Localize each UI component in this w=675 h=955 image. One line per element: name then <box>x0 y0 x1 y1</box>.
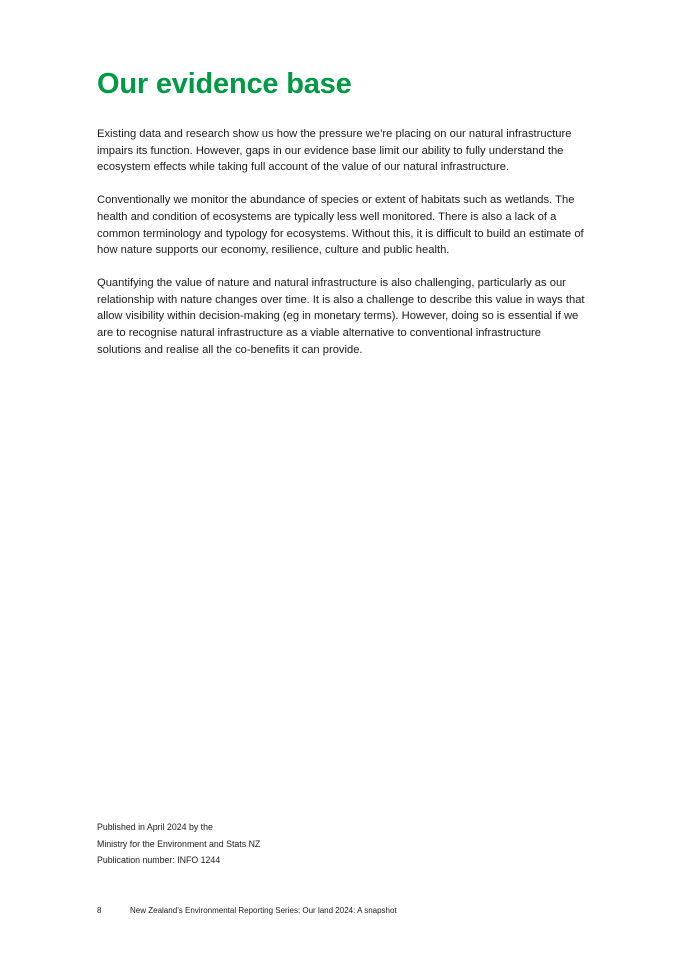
imprint-publisher-line: Ministry for the Environment and Stats NZ <box>97 838 261 849</box>
body-text <box>97 126 585 374</box>
imprint-published-line: Published in April 2024 by the <box>97 822 213 832</box>
page-number: 8 <box>97 906 102 915</box>
series-title: New Zealand’s Environmental Reporting Series: Our land 2024: A snapshot <box>130 906 397 915</box>
paragraph-2: Conventionally we monitor the abundance of species or extent of habitats such as wetlands. The health and condition of ecosystems are typically less well monitored. There is also a lack of a common terminology and typology for ecosystems. Without this, it is difficult to build an estimate of how nature supports our economy, resilience, culture and public health. <box>97 194 584 257</box>
publication-imprint <box>97 819 397 869</box>
paragraph-1: Existing data and research show us how the pressure we’re placing on our natural infrastructure impairs its function. However, gaps in our evidence base limit our ability to fully understand the ecosystem effects while taking full account of the value of our natural infrastructure. <box>97 128 572 174</box>
paragraph-3: Quantifying the value of nature and natural infrastructure is also challenging, particularly as our relationship with nature changes over time. It is also a challenge to describe this value in ways that allow visibility within decision-making (eg in monetary terms). However, doing so is essential if we are to recognise natural infrastructure as a viable alternative to conventional infrastructure solutions and realise all the co-benefits it can provide. <box>97 276 585 356</box>
page-title: Our evidence base <box>97 68 352 100</box>
page-footer <box>97 905 397 917</box>
imprint-publication-number: Publication number: INFO 1244 <box>97 855 221 865</box>
